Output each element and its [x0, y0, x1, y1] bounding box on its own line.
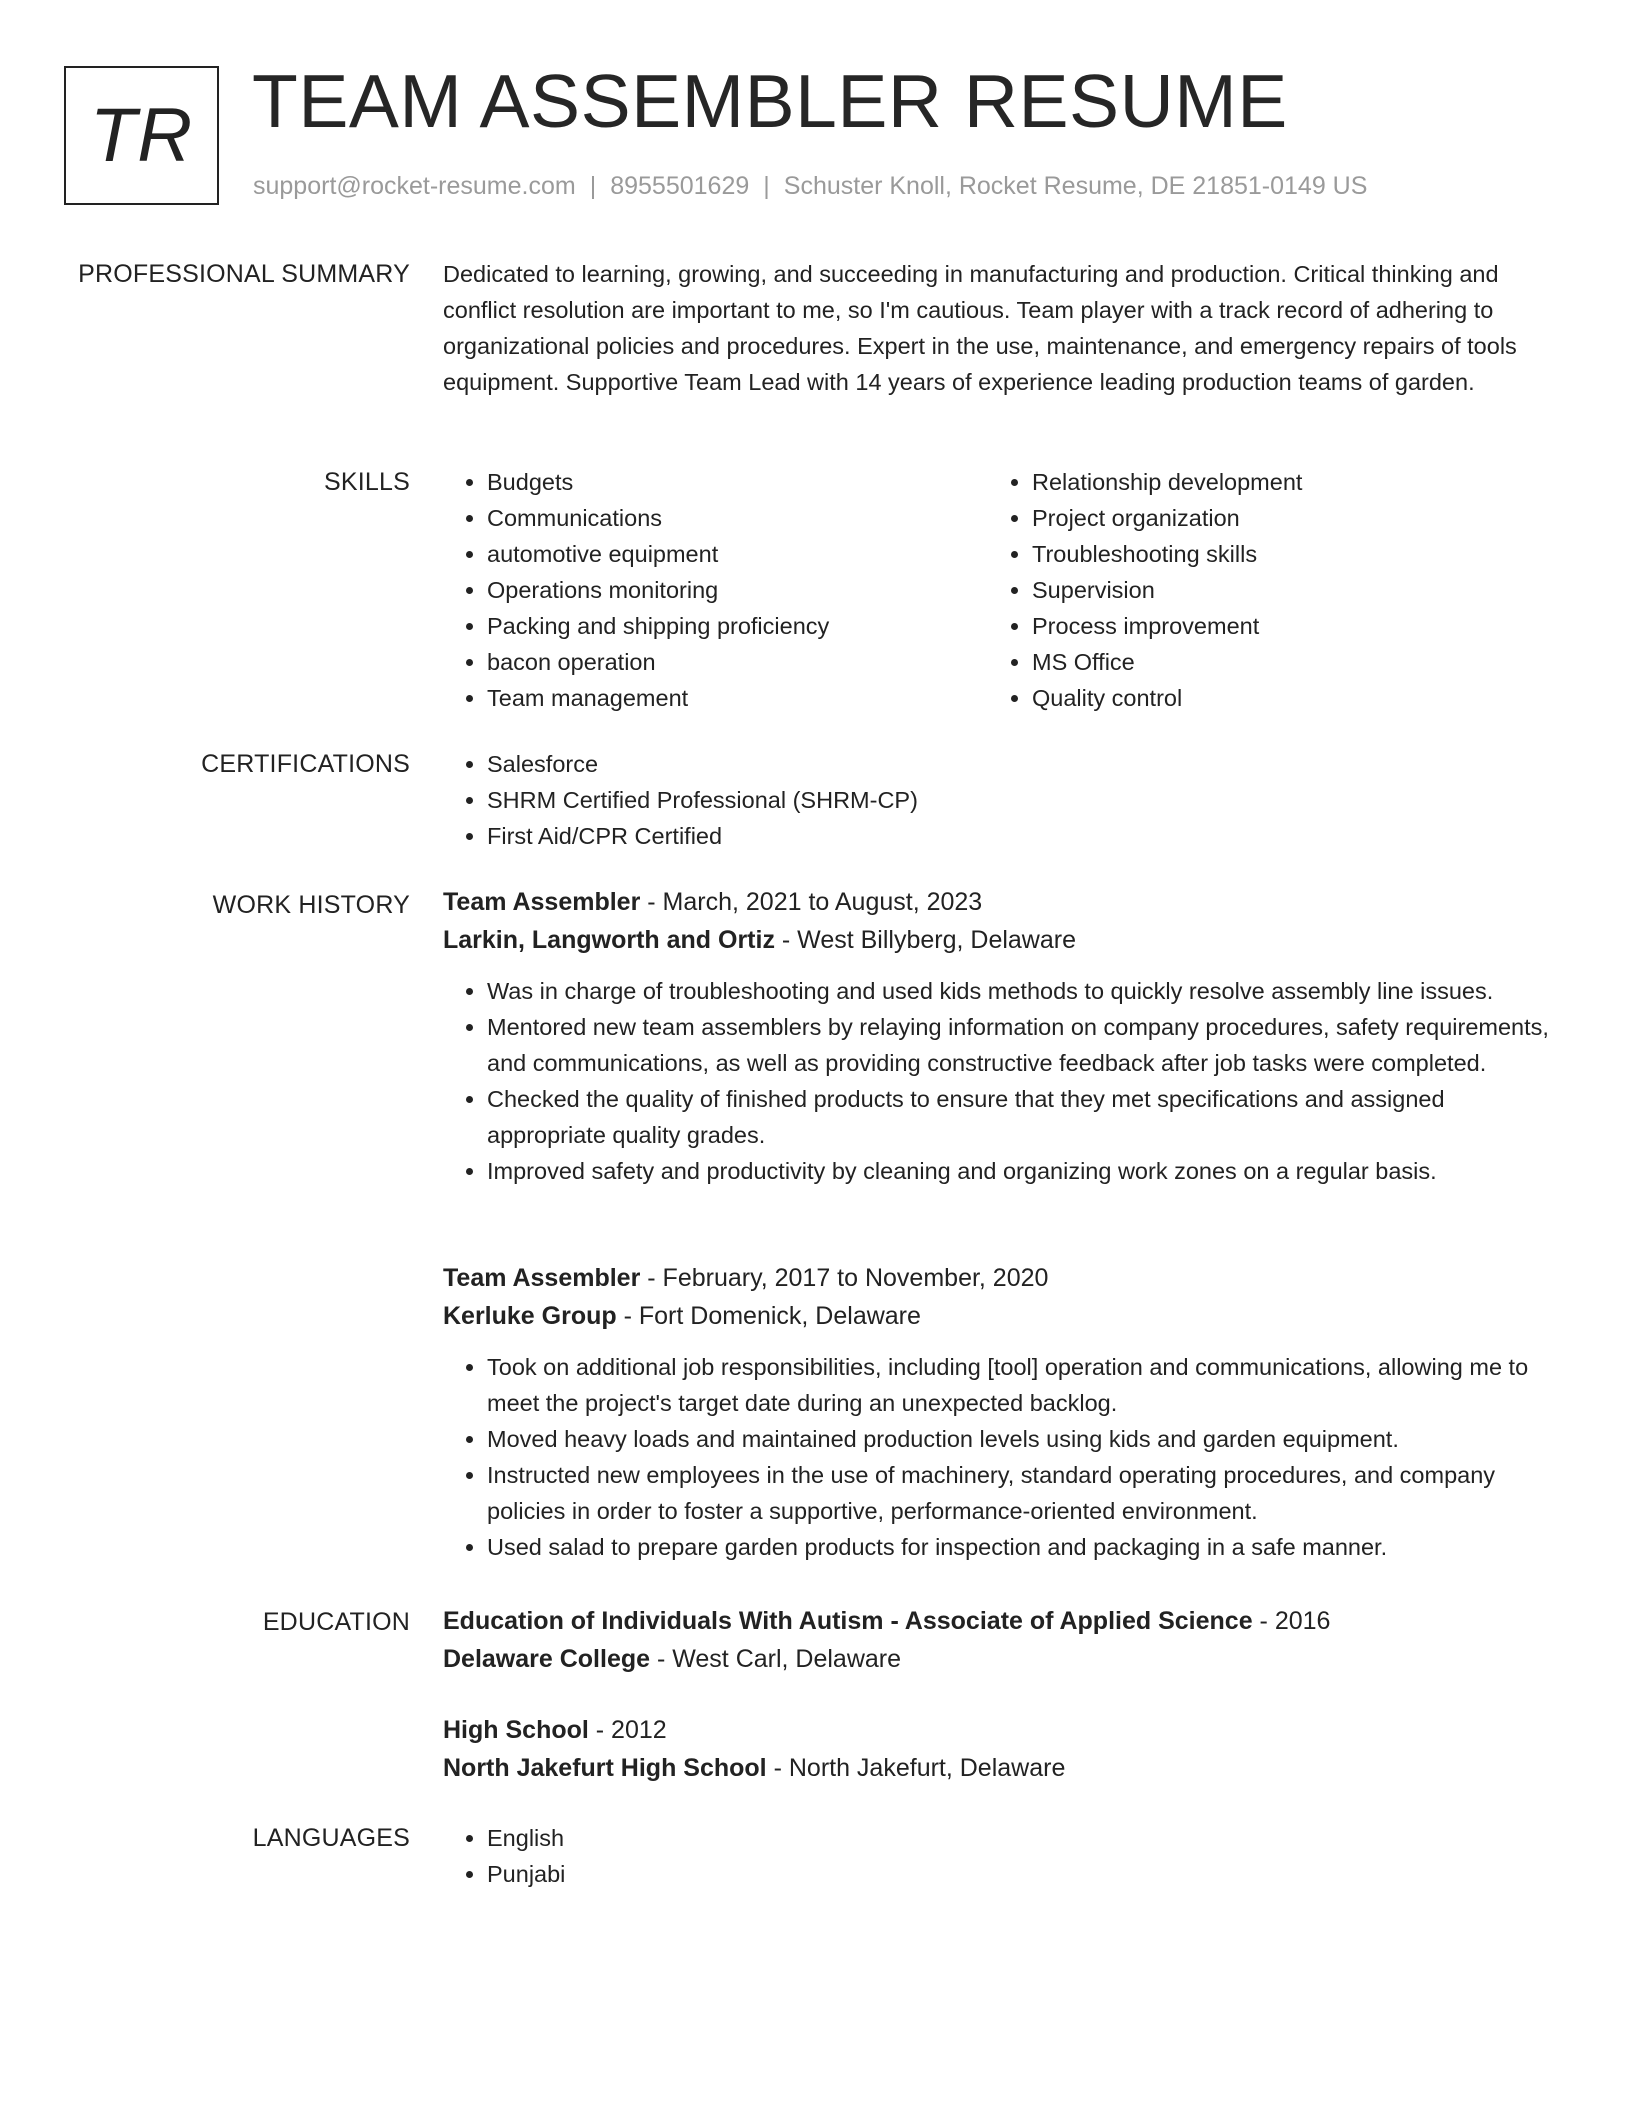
job-location: - Fort Domenick, Delaware	[616, 1302, 921, 1330]
language-item: • English	[487, 1820, 1558, 1856]
skill-item: • Project organization	[1032, 500, 1592, 536]
education-location: - West Carl, Delaware	[650, 1645, 902, 1673]
job-dates: - March, 2021 to August, 2023	[640, 888, 983, 916]
skill-item: • Troubleshooting skills	[1032, 536, 1592, 572]
skill-item: • Relationship development	[1032, 464, 1592, 500]
section-label-skills: SKILLS	[324, 468, 410, 496]
job-title: Team Assembler	[443, 888, 641, 916]
job-entry	[443, 1259, 1558, 1565]
skill-item: • Quality control	[1032, 680, 1592, 716]
section-label-work-history: WORK HISTORY	[212, 891, 410, 919]
section-label-education: EDUCATION	[262, 1608, 410, 1636]
job-company: Larkin, Langworth and Ortiz	[443, 926, 775, 954]
job-bullet: • Checked the quality of finished products to ensure that they met specifications and assigned appropriate quality grades.	[487, 1081, 1558, 1153]
skill-item: • Team management	[487, 680, 1027, 716]
skill-item: • Operations monitoring	[487, 572, 1027, 608]
summary-text: Dedicated to learning, growing, and succeeding in manufacturing and production. Critical thinking and conflict resolution are important to me, so I'm cautious. Team player with a track record of adhering to organizational policies and procedures. Expert in the use, maintenance, and emergency repairs of tools equipment. Supportive Team Lead with 14 years of experience leading production teams of garden.	[443, 261, 1517, 395]
certification-item: • Salesforce	[487, 746, 1558, 782]
job-bullets	[443, 1349, 1558, 1565]
job-bullet: • Used salad to prepare garden products for inspection and packaging in a safe manner.	[487, 1529, 1558, 1565]
skill-item: • bacon operation	[487, 644, 1027, 680]
skills-column-1	[443, 464, 1027, 716]
job-title-line	[443, 883, 1558, 921]
education-entry	[443, 1711, 1558, 1787]
job-entry	[443, 883, 1558, 1189]
job-bullet: • Took on additional job responsibilities, including [tool] operation and communications, allowing me to meet the project's target date during an unexpected backlog.	[487, 1349, 1558, 1421]
skill-item: • Budgets	[487, 464, 1027, 500]
job-bullet: • Was in charge of troubleshooting and used kids methods to quickly resolve assembly line issues.	[487, 973, 1558, 1009]
job-dates: - February, 2017 to November, 2020	[640, 1264, 1049, 1292]
education-school: North Jakefurt High School	[443, 1754, 767, 1782]
education-year: - 2012	[588, 1716, 667, 1744]
skill-item: • Supervision	[1032, 572, 1592, 608]
monogram-logo: TR	[64, 66, 219, 205]
certifications-list	[443, 746, 1558, 854]
language-item: • Punjabi	[487, 1856, 1558, 1892]
languages-list	[443, 1820, 1558, 1892]
certification-item: • First Aid/CPR Certified	[487, 818, 1558, 854]
education-school: Delaware College	[443, 1645, 651, 1673]
education-year: - 2016	[1252, 1607, 1331, 1635]
job-bullets	[443, 973, 1558, 1189]
contact-separator: |	[763, 172, 770, 200]
education-location: - North Jakefurt, Delaware	[766, 1754, 1066, 1782]
skills-column-2	[988, 464, 1592, 716]
contact-phone: 8955501629	[610, 172, 750, 200]
job-location: - West Billyberg, Delaware	[774, 926, 1076, 954]
job-bullet: • Mentored new team assemblers by relaying information on company procedures, safety requirements, and communications, as well as providing constructive feedback after job tasks were completed.	[487, 1009, 1558, 1081]
section-label-summary: PROFESSIONAL SUMMARY	[78, 260, 410, 288]
contact-address: Schuster Knoll, Rocket Resume, DE 21851-0149 US	[783, 172, 1368, 200]
skill-item: • Process improvement	[1032, 608, 1592, 644]
contact-line	[253, 172, 1367, 201]
job-company-line	[443, 921, 1558, 959]
job-company: Kerluke Group	[443, 1302, 617, 1330]
page-title: TEAM ASSEMBLER RESUME	[252, 59, 1288, 143]
contact-email: support@rocket-resume.com	[253, 172, 576, 200]
job-title-line	[443, 1259, 1558, 1297]
skill-item: • MS Office	[1032, 644, 1592, 680]
skill-item: • Packing and shipping proficiency	[487, 608, 1027, 644]
education-degree: Education of Individuals With Autism - Associate of Applied Science	[443, 1607, 1253, 1635]
job-bullet: • Instructed new employees in the use of machinery, standard operating procedures, and company policies in order to foster a supportive, performance-oriented environment.	[487, 1457, 1558, 1529]
job-bullet: • Moved heavy loads and maintained production levels using kids and garden equipment.	[487, 1421, 1558, 1457]
job-company-line	[443, 1297, 1558, 1335]
job-title: Team Assembler	[443, 1264, 641, 1292]
section-label-languages: LANGUAGES	[252, 1824, 410, 1852]
skill-item: • automotive equipment	[487, 536, 1027, 572]
contact-separator: |	[589, 172, 597, 200]
certification-item: • SHRM Certified Professional (SHRM-CP)	[487, 782, 1558, 818]
education-entry	[443, 1602, 1558, 1678]
job-bullet: • Improved safety and productivity by cleaning and organizing work zones on a regular basis.	[487, 1153, 1558, 1189]
skill-item: • Communications	[487, 500, 1027, 536]
education-degree: High School	[443, 1716, 589, 1744]
section-label-certifications: CERTIFICATIONS	[201, 750, 410, 778]
